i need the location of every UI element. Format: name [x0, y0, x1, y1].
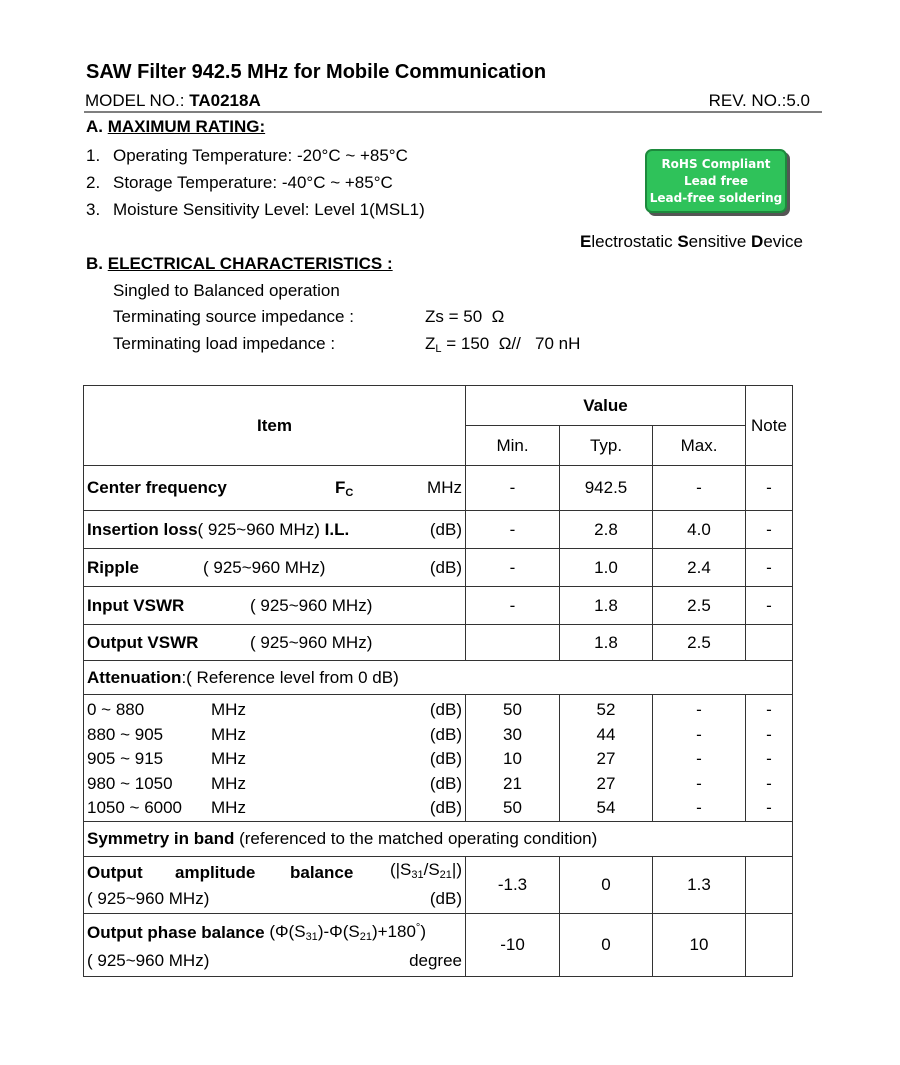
att-typ-column: [560, 695, 653, 822]
esd-letter: D: [751, 232, 764, 251]
input-vswr-item: [84, 587, 466, 625]
revision-number: REV. NO.:5.0: [708, 91, 810, 110]
item-range: ( 925~960 MHz): [250, 632, 373, 652]
esd-word: evice: [763, 232, 804, 251]
att-unit: MHz: [211, 798, 246, 817]
cell-min: [466, 625, 560, 661]
amplitude-formula: [390, 858, 462, 887]
source-value: Zs = 50: [425, 307, 483, 326]
cell-note: [746, 913, 793, 976]
symmetry-label: Symmetry in band: [87, 828, 235, 848]
center-frequency-item: [84, 466, 466, 511]
symmetry-heading-row: [84, 821, 793, 856]
formula-sub: 21: [359, 931, 372, 943]
cell-note: -: [766, 798, 772, 817]
item-range: ( 925~960 MHz): [87, 951, 210, 970]
cell-typ: 1.0: [560, 549, 653, 587]
attenuation-ranges: [84, 695, 466, 822]
att-db: (dB): [429, 773, 462, 793]
rating-item-text: Moisture Sensitivity Level: Level 1(MSL1): [113, 200, 425, 219]
cell-typ: 54: [596, 798, 616, 817]
table-row: [84, 625, 793, 661]
att-unit: MHz: [211, 700, 246, 719]
cell-min: 50: [503, 700, 522, 719]
cell-typ: 1.8: [560, 625, 653, 661]
formula-part: )-Φ(S: [317, 922, 360, 941]
item-label: Insertion loss: [87, 519, 198, 539]
list-item: [87, 796, 462, 821]
item-label-word: amplitude: [175, 862, 256, 882]
esd-word: ensitive: [688, 232, 752, 251]
esd-label: [580, 232, 803, 252]
cell-min: -: [466, 587, 560, 625]
att-note-column: [746, 695, 793, 822]
cell-min: -: [466, 511, 560, 549]
cell-min: 10: [503, 749, 522, 768]
item-range: ( 925~960 MHz): [87, 889, 210, 908]
section-b-prefix: B.: [86, 254, 103, 273]
load-value: = 150: [446, 334, 490, 353]
model-number: [85, 91, 261, 111]
model-value: TA0218A: [189, 91, 261, 110]
cell-max: 4.0: [653, 511, 746, 549]
section-a-title: MAXIMUM RATING:: [107, 117, 266, 136]
table-header-row: [84, 386, 793, 426]
cell-note: [746, 856, 793, 913]
insertion-loss-item: [84, 511, 466, 549]
cell-min: 50: [503, 798, 522, 817]
formula-part: /S: [423, 860, 440, 879]
cell-typ: 2.8: [560, 511, 653, 549]
cell-note: -: [746, 549, 793, 587]
table-row: [84, 549, 793, 587]
cell-max: -: [696, 700, 702, 719]
load-sub: L: [435, 343, 442, 355]
degree-symbol: °: [415, 922, 421, 934]
list-item: [87, 747, 462, 772]
cell-min: 30: [503, 724, 522, 744]
cell-typ: 52: [596, 700, 616, 719]
formula-sub: 31: [411, 869, 424, 881]
att-range: 1050 ~ 6000: [87, 798, 183, 817]
item-symbol: I.L.: [324, 519, 350, 539]
formula-part: (|S: [389, 860, 412, 879]
formula-sub: 31: [305, 931, 318, 943]
formula-part: ): [420, 922, 426, 941]
section-a-heading: [86, 117, 265, 137]
cell-max: 2.5: [653, 625, 746, 661]
cell-note: -: [766, 724, 772, 744]
item-range: ( 925~960 MHz): [250, 595, 373, 615]
table-row: [84, 856, 793, 913]
cell-note: -: [766, 773, 772, 793]
cell-typ: 1.8: [560, 587, 653, 625]
cell-typ: 0: [560, 913, 653, 976]
att-range: 980 ~ 1050: [87, 773, 173, 793]
cell-min: -: [466, 549, 560, 587]
source-impedance-value: [425, 307, 504, 327]
rating-item-3: [86, 200, 425, 220]
section-a-prefix: A.: [86, 117, 103, 136]
item-range: ( 925~960 MHz): [197, 519, 320, 539]
att-db: (dB): [429, 798, 462, 817]
load-z: Z: [425, 334, 436, 353]
cell-note: [746, 625, 793, 661]
formula-sub: 21: [439, 869, 452, 881]
cell-max: -: [696, 798, 702, 817]
cell-note: -: [766, 749, 772, 768]
phase-balance-item: [84, 913, 466, 976]
table-row: [84, 913, 793, 976]
symmetry-desc: (referenced to the matched operating condition): [239, 828, 598, 848]
header-value: Value: [466, 386, 746, 426]
cell-note: -: [746, 466, 793, 511]
item-unit: (dB): [429, 557, 462, 577]
header-typ: Typ.: [560, 426, 653, 466]
attenuation-label: Attenuation: [87, 667, 182, 687]
item-unit: (dB): [429, 889, 462, 908]
item-label-word: Output: [87, 862, 143, 882]
cell-max: -: [653, 466, 746, 511]
att-range: 880 ~ 905: [87, 724, 164, 744]
cell-max: -: [696, 724, 702, 744]
item-label: Input VSWR: [87, 595, 185, 615]
cell-min: -1.3: [466, 856, 560, 913]
formula-part: (Φ(S: [269, 922, 306, 941]
ripple-item: [84, 549, 466, 587]
ohm-symbol: Ω//: [498, 334, 521, 353]
rohs-badge: [645, 149, 787, 213]
item-label: Ripple: [87, 557, 139, 577]
section-b-heading: [86, 254, 393, 274]
symmetry-heading: [84, 821, 793, 856]
symbol-sub: C: [345, 486, 354, 499]
esd-word: lectrostatic: [591, 232, 678, 251]
list-item: [87, 723, 462, 748]
formula-part: |): [451, 860, 462, 879]
header-item: Item: [84, 386, 466, 466]
badge-line: Lead-free soldering: [649, 190, 783, 205]
attenuation-heading-row: [84, 661, 793, 695]
cell-note: -: [746, 511, 793, 549]
item-label-word: balance: [290, 862, 354, 882]
item-label: Output VSWR: [87, 632, 199, 652]
att-db: (dB): [429, 749, 462, 768]
cell-note: -: [766, 700, 772, 719]
table-row: [84, 466, 793, 511]
ohm-symbol: Ω: [491, 307, 505, 326]
esd-letter: E: [580, 232, 592, 251]
att-max-column: [653, 695, 746, 822]
cell-max: 1.3: [653, 856, 746, 913]
symbol-letter: F: [335, 477, 346, 497]
table-row: [84, 587, 793, 625]
list-item: [87, 698, 462, 723]
cell-typ: 0: [560, 856, 653, 913]
cell-max: 2.4: [653, 549, 746, 587]
att-unit: MHz: [211, 749, 246, 768]
badge-line: RoHS Compliant: [661, 156, 771, 171]
badge-line: Lead free: [683, 173, 749, 188]
cell-typ: 44: [596, 724, 616, 744]
item-range: ( 925~960 MHz): [203, 557, 326, 577]
cell-note: -: [746, 587, 793, 625]
att-unit: MHz: [211, 773, 246, 793]
item-label: Center frequency: [87, 478, 227, 497]
rating-item-2: [86, 173, 393, 193]
header-note: Note: [746, 386, 793, 466]
cell-min: 21: [503, 773, 522, 793]
att-range: 0 ~ 880: [87, 700, 145, 719]
cell-typ: 27: [596, 773, 616, 793]
source-impedance-label: Terminating source impedance :: [113, 307, 354, 326]
formula-part: )+180: [371, 922, 416, 941]
cell-max: 10: [653, 913, 746, 976]
rating-item-num: 2.: [86, 173, 101, 192]
cell-min: -10: [466, 913, 560, 976]
att-db: (dB): [429, 724, 462, 744]
model-label: MODEL NO.:: [85, 91, 185, 110]
item-label: Output phase balance: [87, 922, 265, 942]
rating-item-num: 1.: [86, 146, 101, 165]
attenuation-desc: :( Reference level from 0 dB): [181, 667, 399, 687]
esd-letter: S: [677, 232, 689, 251]
att-range: 905 ~ 915: [87, 749, 164, 768]
rating-item-num: 3.: [86, 200, 101, 219]
cell-typ: 942.5: [560, 466, 653, 511]
rating-item-text: Operating Temperature: -20°C ~ +85°C: [113, 146, 408, 165]
header-min: Min.: [466, 426, 560, 466]
item-unit: degree: [409, 951, 462, 970]
rating-item-1: [86, 146, 408, 166]
item-unit: (dB): [429, 519, 462, 539]
section-b-title: ELECTRICAL CHARACTERISTICS :: [107, 254, 393, 273]
item-symbol: [335, 478, 427, 499]
list-item: [87, 772, 462, 797]
cell-max: -: [696, 773, 702, 793]
load-impedance-label: Terminating load impedance :: [113, 334, 336, 353]
attenuation-heading: [84, 661, 793, 695]
cell-max: 2.5: [653, 587, 746, 625]
table-row: [84, 511, 793, 549]
att-unit: MHz: [211, 724, 246, 744]
header-divider: [84, 111, 822, 113]
load-inductance: 70 nH: [535, 334, 581, 353]
attenuation-rows: [84, 695, 793, 822]
phase-formula: [269, 916, 462, 949]
document-title: SAW Filter 942.5 MHz for Mobile Communication: [86, 61, 547, 83]
amplitude-balance-item: [84, 856, 466, 913]
att-min-column: [466, 695, 560, 822]
cell-typ: 27: [596, 749, 616, 768]
output-vswr-item: [84, 625, 466, 661]
rating-item-text: Storage Temperature: -40°C ~ +85°C: [113, 173, 393, 192]
cell-max: -: [696, 749, 702, 768]
load-impedance-value: [425, 334, 580, 355]
att-db: (dB): [429, 700, 462, 719]
operation-mode: Singled to Balanced operation: [113, 281, 340, 300]
item-unit: MHz: [427, 478, 462, 497]
specs-table: [83, 385, 793, 977]
header-max: Max.: [653, 426, 746, 466]
cell-min: -: [466, 466, 560, 511]
